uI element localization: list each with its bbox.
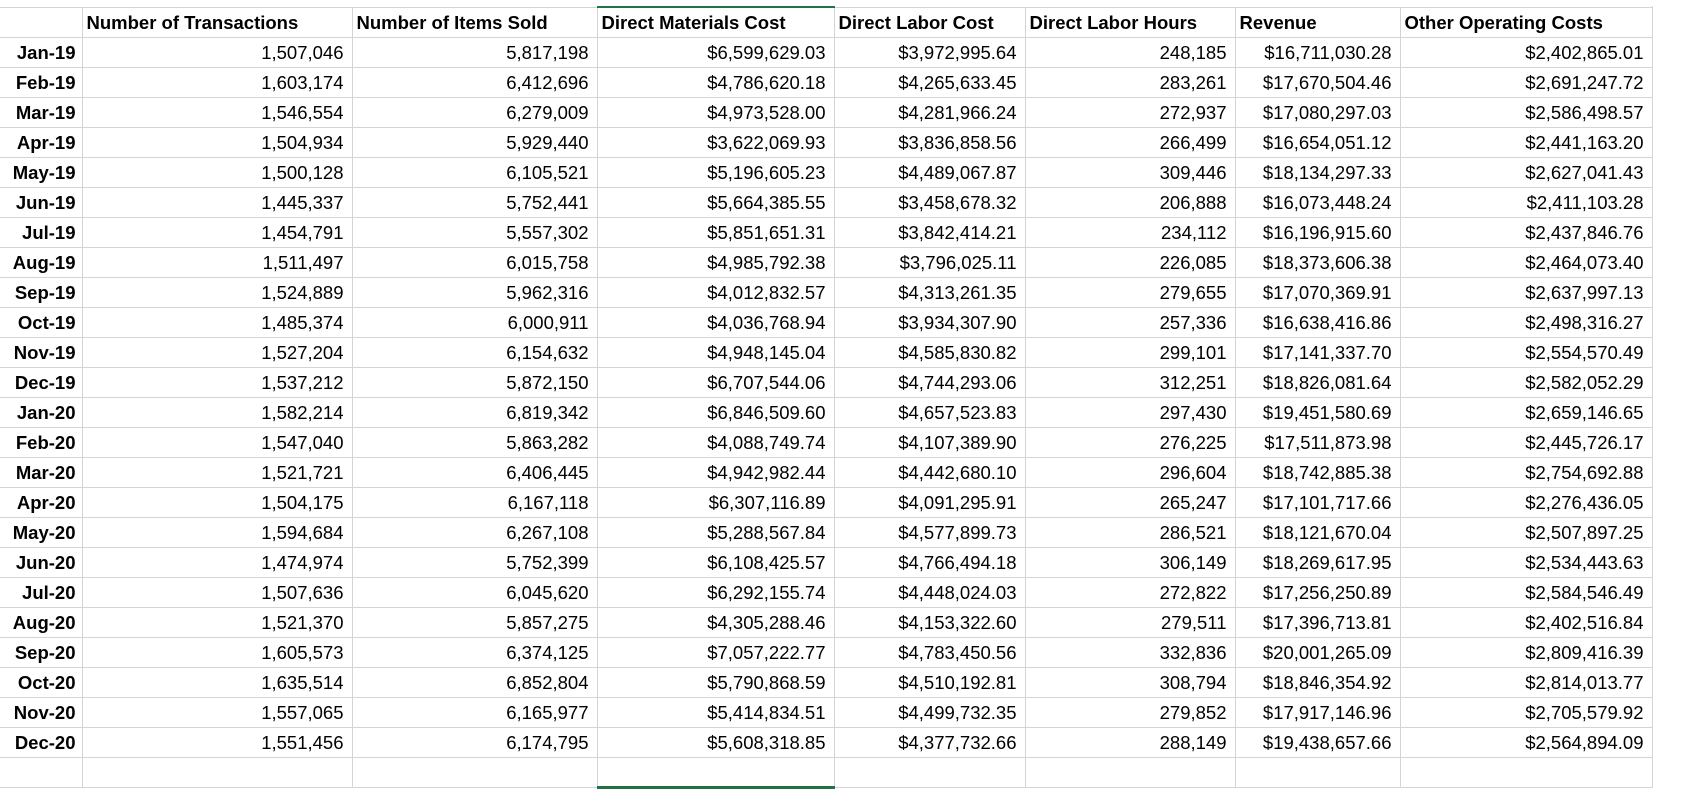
cell[interactable]: $2,276,436.05 — [1400, 488, 1652, 518]
cell[interactable]: 266,499 — [1025, 128, 1235, 158]
column-header[interactable]: Other Operating Costs — [1400, 7, 1652, 38]
cell[interactable]: 6,045,620 — [352, 578, 597, 608]
corner-cell[interactable] — [0, 7, 82, 38]
cell[interactable]: $4,942,982.44 — [597, 458, 834, 488]
cell[interactable]: 1,546,554 — [82, 98, 352, 128]
cell[interactable]: $2,507,897.25 — [1400, 518, 1652, 548]
cell[interactable]: $16,638,416.86 — [1235, 308, 1400, 338]
cell[interactable]: 5,752,399 — [352, 548, 597, 578]
cell[interactable]: $3,458,678.32 — [834, 188, 1025, 218]
table-row — [0, 98, 1652, 128]
cell[interactable]: 1,537,212 — [82, 368, 352, 398]
cell[interactable]: $18,742,885.38 — [1235, 458, 1400, 488]
cell[interactable]: 297,430 — [1025, 398, 1235, 428]
cell[interactable]: 1,524,889 — [82, 278, 352, 308]
cell[interactable]: $2,659,146.65 — [1400, 398, 1652, 428]
cell[interactable]: 1,635,514 — [82, 668, 352, 698]
table-row — [0, 248, 1652, 278]
cell[interactable]: $4,377,732.66 — [834, 728, 1025, 758]
cell[interactable]: $6,292,155.74 — [597, 578, 834, 608]
cell[interactable]: $2,445,726.17 — [1400, 428, 1652, 458]
cell[interactable]: 226,085 — [1025, 248, 1235, 278]
row-label-cell[interactable]: Aug-20 — [0, 608, 82, 638]
cell[interactable]: $4,305,288.46 — [597, 608, 834, 638]
row-label-cell[interactable]: Oct-20 — [0, 668, 82, 698]
cell[interactable]: 5,752,441 — [352, 188, 597, 218]
cell[interactable]: $2,402,865.01 — [1400, 38, 1652, 68]
table-row — [0, 548, 1652, 578]
cell[interactable]: 1,547,040 — [82, 428, 352, 458]
cell[interactable]: 6,105,521 — [352, 158, 597, 188]
table-row — [0, 638, 1652, 668]
cell[interactable]: 5,863,282 — [352, 428, 597, 458]
cell[interactable]: $2,691,247.72 — [1400, 68, 1652, 98]
table-row — [0, 488, 1652, 518]
cell[interactable]: $2,754,692.88 — [1400, 458, 1652, 488]
cell[interactable]: 283,261 — [1025, 68, 1235, 98]
cell[interactable]: $18,134,297.33 — [1235, 158, 1400, 188]
cell[interactable]: 279,852 — [1025, 698, 1235, 728]
cell[interactable]: $17,511,873.98 — [1235, 428, 1400, 458]
table-row — [0, 188, 1652, 218]
cell[interactable]: $17,917,146.96 — [1235, 698, 1400, 728]
cell[interactable]: $2,441,163.20 — [1400, 128, 1652, 158]
cell[interactable]: 286,521 — [1025, 518, 1235, 548]
cell[interactable]: $3,796,025.11 — [834, 248, 1025, 278]
cell[interactable]: $7,057,222.77 — [597, 638, 834, 668]
cell[interactable]: $20,001,265.09 — [1235, 638, 1400, 668]
cell[interactable]: 299,101 — [1025, 338, 1235, 368]
cell[interactable]: 1,521,370 — [82, 608, 352, 638]
cell[interactable]: $2,534,443.63 — [1400, 548, 1652, 578]
cell[interactable]: 1,521,721 — [82, 458, 352, 488]
cell[interactable]: 312,251 — [1025, 368, 1235, 398]
cell[interactable]: 5,929,440 — [352, 128, 597, 158]
cell[interactable]: $2,809,416.39 — [1400, 638, 1652, 668]
column-header[interactable]: Direct Labor Hours — [1025, 7, 1235, 38]
cell[interactable]: $17,080,297.03 — [1235, 98, 1400, 128]
cell[interactable]: 332,836 — [1025, 638, 1235, 668]
cell[interactable]: $4,973,528.00 — [597, 98, 834, 128]
column-header[interactable]: Direct Materials Cost — [597, 7, 834, 38]
row-label-cell[interactable]: Jun-20 — [0, 548, 82, 578]
cell[interactable]: $2,586,498.57 — [1400, 98, 1652, 128]
row-label-cell[interactable]: Dec-19 — [0, 368, 82, 398]
row-label-cell[interactable]: Jan-19 — [0, 38, 82, 68]
row-label-cell[interactable]: Jan-20 — [0, 398, 82, 428]
cell[interactable]: $4,766,494.18 — [834, 548, 1025, 578]
cell[interactable]: 6,165,977 — [352, 698, 597, 728]
cell[interactable]: 1,527,204 — [82, 338, 352, 368]
cell[interactable]: $16,073,448.24 — [1235, 188, 1400, 218]
row-label-cell[interactable]: Jul-19 — [0, 218, 82, 248]
cell[interactable]: 288,149 — [1025, 728, 1235, 758]
row-label-cell[interactable]: Sep-20 — [0, 638, 82, 668]
cell[interactable]: $4,448,024.03 — [834, 578, 1025, 608]
column-header[interactable]: Revenue — [1235, 7, 1400, 38]
cell[interactable]: 1,504,175 — [82, 488, 352, 518]
row-label-cell[interactable]: Feb-19 — [0, 68, 82, 98]
row-label-cell[interactable]: May-19 — [0, 158, 82, 188]
table-row — [0, 38, 1652, 68]
table-row — [0, 668, 1652, 698]
table-row — [0, 158, 1652, 188]
cell[interactable]: $2,705,579.92 — [1400, 698, 1652, 728]
cell[interactable]: $2,411,103.28 — [1400, 188, 1652, 218]
cell[interactable]: $4,783,450.56 — [834, 638, 1025, 668]
table-row — [0, 398, 1652, 428]
empty-cell[interactable] — [82, 758, 352, 788]
cell[interactable]: $19,438,657.66 — [1235, 728, 1400, 758]
cell[interactable]: 272,937 — [1025, 98, 1235, 128]
cell[interactable]: 6,154,632 — [352, 338, 597, 368]
empty-cell[interactable] — [352, 758, 597, 788]
cell[interactable]: 309,446 — [1025, 158, 1235, 188]
cell[interactable]: $4,510,192.81 — [834, 668, 1025, 698]
cell[interactable]: 6,412,696 — [352, 68, 597, 98]
cell[interactable]: $4,948,145.04 — [597, 338, 834, 368]
cell[interactable]: $4,091,295.91 — [834, 488, 1025, 518]
cell[interactable]: $4,281,966.24 — [834, 98, 1025, 128]
cell[interactable]: $18,846,354.92 — [1235, 668, 1400, 698]
cell[interactable]: 276,225 — [1025, 428, 1235, 458]
empty-cell[interactable] — [834, 758, 1025, 788]
cell[interactable]: 1,603,174 — [82, 68, 352, 98]
cell[interactable]: $6,599,629.03 — [597, 38, 834, 68]
table-row — [0, 608, 1652, 638]
cell[interactable]: $2,584,546.49 — [1400, 578, 1652, 608]
row-label-cell[interactable]: Feb-20 — [0, 428, 82, 458]
cell[interactable]: $4,499,732.35 — [834, 698, 1025, 728]
cell[interactable]: $4,985,792.38 — [597, 248, 834, 278]
cell[interactable]: 6,174,795 — [352, 728, 597, 758]
row-label-cell[interactable]: Mar-19 — [0, 98, 82, 128]
cell[interactable]: 1,474,974 — [82, 548, 352, 578]
cell[interactable]: 272,822 — [1025, 578, 1235, 608]
table-row — [0, 338, 1652, 368]
cell[interactable]: $3,842,414.21 — [834, 218, 1025, 248]
cell[interactable]: 279,511 — [1025, 608, 1235, 638]
cell[interactable]: 306,149 — [1025, 548, 1235, 578]
cell[interactable]: $4,107,389.90 — [834, 428, 1025, 458]
cell[interactable]: 6,267,108 — [352, 518, 597, 548]
cell[interactable]: 308,794 — [1025, 668, 1235, 698]
cell[interactable]: $17,670,504.46 — [1235, 68, 1400, 98]
cell[interactable]: 1,551,456 — [82, 728, 352, 758]
cell[interactable]: $2,402,516.84 — [1400, 608, 1652, 638]
data-table — [0, 6, 1653, 789]
table-row — [0, 68, 1652, 98]
cell[interactable]: $17,256,250.89 — [1235, 578, 1400, 608]
cell[interactable]: $2,564,894.09 — [1400, 728, 1652, 758]
cell[interactable]: $17,101,717.66 — [1235, 488, 1400, 518]
table-row — [0, 698, 1652, 728]
cell[interactable]: $4,786,620.18 — [597, 68, 834, 98]
row-label-cell[interactable]: Dec-20 — [0, 728, 82, 758]
cell[interactable]: $5,414,834.51 — [597, 698, 834, 728]
cell[interactable]: 6,406,445 — [352, 458, 597, 488]
cell[interactable]: 6,015,758 — [352, 248, 597, 278]
row-label-cell[interactable]: Aug-19 — [0, 248, 82, 278]
cell[interactable]: $2,554,570.49 — [1400, 338, 1652, 368]
cell[interactable]: $4,577,899.73 — [834, 518, 1025, 548]
cell[interactable]: $2,582,052.29 — [1400, 368, 1652, 398]
table-row — [0, 728, 1652, 758]
cell[interactable]: $4,153,322.60 — [834, 608, 1025, 638]
table-row — [0, 578, 1652, 608]
cell[interactable]: 6,374,125 — [352, 638, 597, 668]
table-row — [0, 128, 1652, 158]
cell[interactable]: 265,247 — [1025, 488, 1235, 518]
cell[interactable]: $3,934,307.90 — [834, 308, 1025, 338]
cell[interactable]: 1,507,046 — [82, 38, 352, 68]
row-label-cell[interactable]: Sep-19 — [0, 278, 82, 308]
cell[interactable]: $2,498,316.27 — [1400, 308, 1652, 338]
cell[interactable]: $6,846,509.60 — [597, 398, 834, 428]
cell[interactable]: 1,504,934 — [82, 128, 352, 158]
cell[interactable]: 1,557,065 — [82, 698, 352, 728]
row-label-cell[interactable]: May-20 — [0, 518, 82, 548]
table-row — [0, 278, 1652, 308]
cell[interactable]: $17,141,337.70 — [1235, 338, 1400, 368]
empty-cell[interactable] — [1025, 758, 1235, 788]
cell[interactable]: $5,608,318.85 — [597, 728, 834, 758]
cell[interactable]: $5,664,385.55 — [597, 188, 834, 218]
cell[interactable]: 279,655 — [1025, 278, 1235, 308]
cell[interactable]: $16,196,915.60 — [1235, 218, 1400, 248]
cell[interactable]: 5,857,275 — [352, 608, 597, 638]
cell[interactable]: 206,888 — [1025, 188, 1235, 218]
cell[interactable]: 1,582,214 — [82, 398, 352, 428]
cell[interactable]: $3,972,995.64 — [834, 38, 1025, 68]
cell[interactable]: 1,445,337 — [82, 188, 352, 218]
table-row — [0, 308, 1652, 338]
row-label-cell[interactable]: Apr-20 — [0, 488, 82, 518]
cell[interactable]: 1,511,497 — [82, 248, 352, 278]
cell[interactable]: $4,744,293.06 — [834, 368, 1025, 398]
table-row — [0, 368, 1652, 398]
empty-row — [0, 758, 1652, 788]
cell[interactable]: $4,657,523.83 — [834, 398, 1025, 428]
cell[interactable]: 1,454,791 — [82, 218, 352, 248]
row-label-cell[interactable]: Oct-19 — [0, 308, 82, 338]
cell[interactable]: 5,817,198 — [352, 38, 597, 68]
cell[interactable]: $5,196,605.23 — [597, 158, 834, 188]
empty-cell[interactable] — [597, 758, 834, 788]
empty-column-area[interactable] — [1652, 6, 1700, 788]
cell[interactable]: 257,336 — [1025, 308, 1235, 338]
cell[interactable]: 1,605,573 — [82, 638, 352, 668]
cell[interactable]: $6,707,544.06 — [597, 368, 834, 398]
cell[interactable]: $5,288,567.84 — [597, 518, 834, 548]
row-label-cell[interactable]: Nov-20 — [0, 698, 82, 728]
cell[interactable]: $18,373,606.38 — [1235, 248, 1400, 278]
cell[interactable]: $17,070,369.91 — [1235, 278, 1400, 308]
cell[interactable]: 248,185 — [1025, 38, 1235, 68]
cell[interactable]: $19,451,580.69 — [1235, 398, 1400, 428]
cell[interactable]: $2,627,041.43 — [1400, 158, 1652, 188]
table-row — [0, 458, 1652, 488]
cell[interactable]: 5,557,302 — [352, 218, 597, 248]
cell[interactable]: $2,637,997.13 — [1400, 278, 1652, 308]
row-label-cell[interactable]: Apr-19 — [0, 128, 82, 158]
cell[interactable]: $4,088,749.74 — [597, 428, 834, 458]
cell[interactable]: 1,507,636 — [82, 578, 352, 608]
cell[interactable]: $3,622,069.93 — [597, 128, 834, 158]
column-header[interactable]: Number of Transactions — [82, 7, 352, 38]
cell[interactable]: 6,279,009 — [352, 98, 597, 128]
cell[interactable]: 234,112 — [1025, 218, 1235, 248]
cell[interactable]: $4,012,832.57 — [597, 278, 834, 308]
cell[interactable]: $18,826,081.64 — [1235, 368, 1400, 398]
cell[interactable]: $17,396,713.81 — [1235, 608, 1400, 638]
table-row — [0, 428, 1652, 458]
cell[interactable]: 296,604 — [1025, 458, 1235, 488]
cell[interactable]: $3,836,858.56 — [834, 128, 1025, 158]
cell[interactable]: $6,108,425.57 — [597, 548, 834, 578]
row-label-cell[interactable]: Jun-19 — [0, 188, 82, 218]
gridline — [1652, 6, 1653, 788]
table-row — [0, 518, 1652, 548]
cell[interactable]: $4,442,680.10 — [834, 458, 1025, 488]
cell[interactable]: 1,500,128 — [82, 158, 352, 188]
header-row — [0, 7, 1652, 38]
cell[interactable]: $5,851,651.31 — [597, 218, 834, 248]
cell[interactable]: $2,464,073.40 — [1400, 248, 1652, 278]
empty-cell[interactable] — [1235, 758, 1400, 788]
cell[interactable]: $16,654,051.12 — [1235, 128, 1400, 158]
row-label-cell[interactable]: Mar-20 — [0, 458, 82, 488]
row-label-cell[interactable]: Nov-19 — [0, 338, 82, 368]
cell[interactable]: 6,167,118 — [352, 488, 597, 518]
empty-cell[interactable] — [1400, 758, 1652, 788]
cell[interactable]: $16,711,030.28 — [1235, 38, 1400, 68]
table-body — [0, 38, 1652, 788]
cell[interactable]: $2,437,846.76 — [1400, 218, 1652, 248]
row-label-cell[interactable]: Jul-20 — [0, 578, 82, 608]
cell[interactable]: $6,307,116.89 — [597, 488, 834, 518]
cell[interactable]: $4,036,768.94 — [597, 308, 834, 338]
cell[interactable]: $4,585,830.82 — [834, 338, 1025, 368]
cell[interactable]: 1,485,374 — [82, 308, 352, 338]
cell[interactable]: $5,790,868.59 — [597, 668, 834, 698]
cell[interactable]: $18,269,617.95 — [1235, 548, 1400, 578]
cell[interactable]: 6,819,342 — [352, 398, 597, 428]
cell[interactable]: $18,121,670.04 — [1235, 518, 1400, 548]
cell[interactable]: $2,814,013.77 — [1400, 668, 1652, 698]
cell[interactable]: 6,852,804 — [352, 668, 597, 698]
cell[interactable]: $4,313,261.35 — [834, 278, 1025, 308]
column-header[interactable]: Number of Items Sold — [352, 7, 597, 38]
cell[interactable]: 1,594,684 — [82, 518, 352, 548]
column-header[interactable]: Direct Labor Cost — [834, 7, 1025, 38]
empty-cell[interactable] — [0, 758, 82, 788]
cell[interactable]: $4,265,633.45 — [834, 68, 1025, 98]
cell[interactable]: $4,489,067.87 — [834, 158, 1025, 188]
cell[interactable]: 6,000,911 — [352, 308, 597, 338]
table-row — [0, 218, 1652, 248]
cell[interactable]: 5,872,150 — [352, 368, 597, 398]
cell[interactable]: 5,962,316 — [352, 278, 597, 308]
